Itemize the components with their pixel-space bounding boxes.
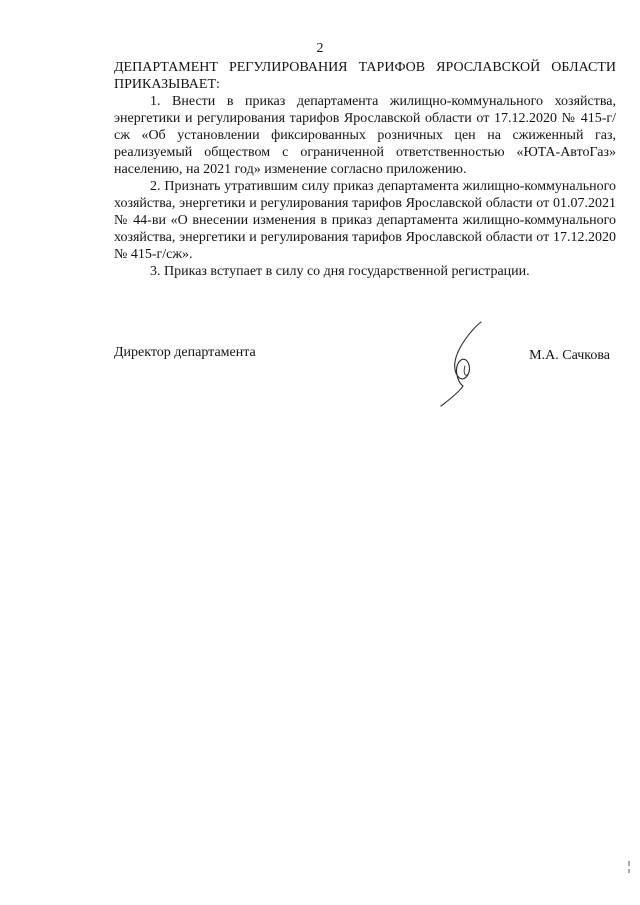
scan-artifact-mark <box>626 860 632 880</box>
page-number: 2 <box>316 41 324 56</box>
handwritten-signature-icon <box>435 318 495 408</box>
document-body <box>114 59 616 280</box>
signature-block <box>114 344 616 364</box>
order-heading: ДЕПАРТАМЕНТ РЕГУЛИРОВАНИЯ ТАРИФОВ ЯРОСЛАВСКОЙ ОБЛАСТИ ПРИКАЗЫВАЕТ: <box>114 60 616 92</box>
paragraph-3: 3. Приказ вступает в силу со дня государственной регистрации. <box>150 264 530 279</box>
signatory-name: М.А. Сачкова <box>529 348 610 363</box>
paragraph-2: 2. Признать утратившим силу приказ департамента жилищно-коммунального хозяйства, энергетики и регулирования тарифов Ярославской области от 01.07.2021 № 44-ви «О внесении изменения в приказ департамента жилищно-коммунального хозяйства, энергетики и регулирования тарифов Ярославской области от 17.12.2020 № 415-г/сж». <box>114 179 616 262</box>
paragraph-1: 1. Внести в приказ департамента жилищно-коммунального хозяйства, энергетики и регулирования тарифов Ярославской области от 17.12.2020 № 415-г/сж «Об установлении фиксированных розничных цен на сжиженный газ, реализуемый обществом с ограниченной ответственностью «ЮТА-АвтоГаз» населению, на 2021 год» изменение согласно приложению. <box>114 94 616 177</box>
signatory-position: Директор департамента <box>114 345 256 360</box>
